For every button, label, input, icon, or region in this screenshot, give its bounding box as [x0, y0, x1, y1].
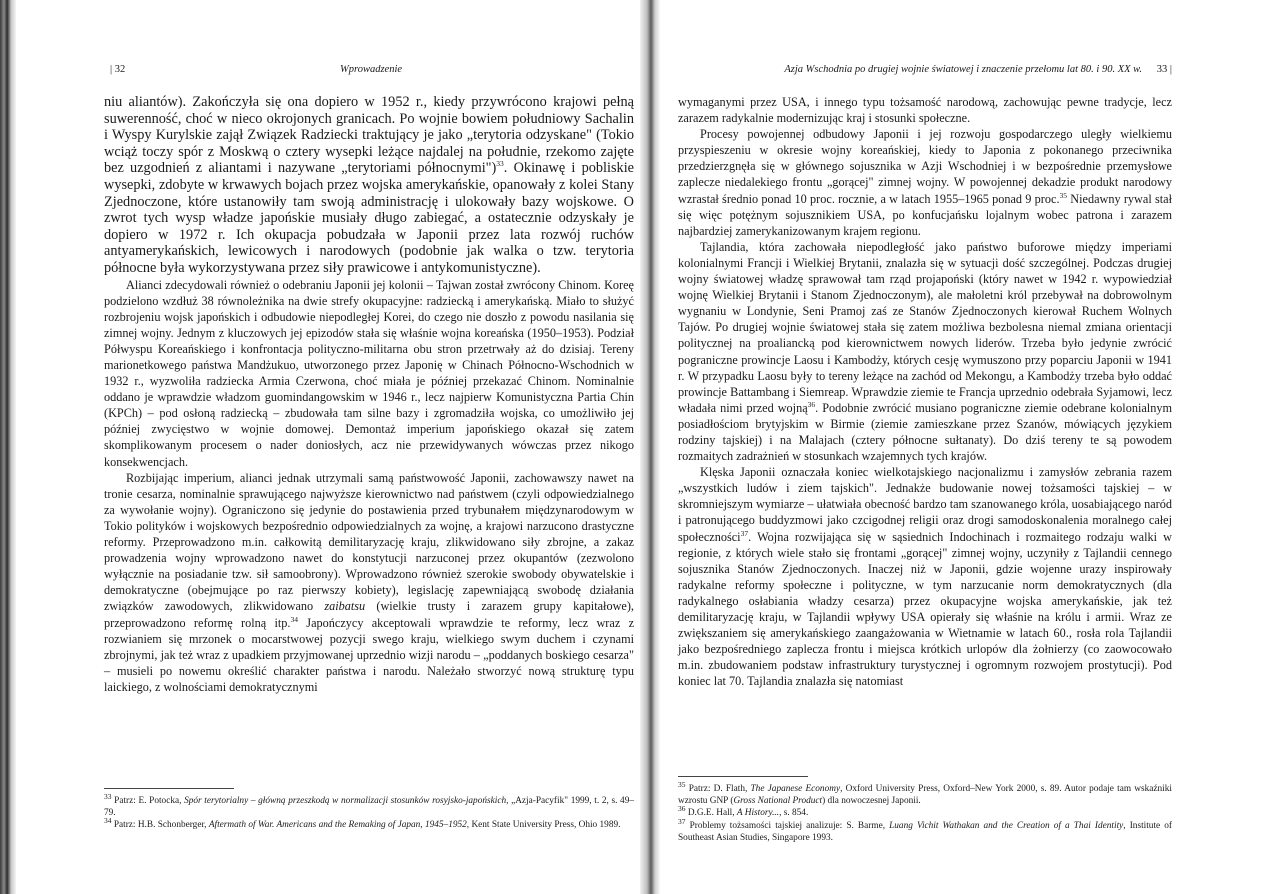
footnote: $^{34}$ Patrz: H.B. Schonberger, Aftermath of War. Americans and the Remaking of Japan, 1945–1952, Kent State University Press, Ohio 1989.: [104, 816, 621, 831]
footnote: $^{36}$ D.G.E. Hall, A History..., s. 854.: [678, 804, 809, 819]
paragraph: niu aliantów). Zakończyła się ona dopiero w 1952 r., kiedy przywrócono krajowi pełną suwerenność, choć w nieco okrojonych granicach. Po wojnie bowiem południowy Sachalin i Wyspy Kurylskie zajął Związek Radziecki traktujący je jako „terytoria odzyskane" (Tokio wciąż toczy spór z Moskwą o cztery wysepki leżące najdalej na południe, rzekomo zajęte bez uzgodnień z aliantami i nazywane „terytoriami północnymi")$^{33}$. Okinawę i pobliskie wysepki, zdobyte w krwawych bojach przez wojska amerykańskie, opanowały z kolei Stany Zjednoczone, które ustanowiły tam swoją administrację i ulokowały bazy wojskowe. O zwrot tych wysp władze japońskie musiały długo zabiegać, a ostatecznie odzyskały je dopiero w 1972 r. Ich okupacja pobudzała w Japonii przez lata rozwój ruchów antyamerykańskich, lewicowych i narodowych (podobnie jak walka o tzw. terytoria północne była wykorzystywana przez siły prawicowe i antykomunistyczne).: [104, 94, 635, 276]
book-gutter-shadow: [640, 0, 660, 894]
right-page: [678, 0, 1172, 894]
paragraph: Rozbijając imperium, alianci jednak utrzymali samą państwowość Japonii, zachowawszy nawet na tronie cesarza, nominalnie sprawującego najwyższe kierownictwo nad państwem (czyli odpowiedzialnego za wywołanie wojny). Ograniczono się jedynie do postawienia przed trybunałem międzynarodowym w Tokio polityków i wojskowych bezpośrednio odpowiedzialnych za wojnę, a krajowi narzucono drastyczne reformy. Przeprowadzono m.in. całkowitą demilitaryzację kraju, zlikwidowano siły zbrojne, a zakaz prowadzenia wojny wprowadzono nawet do konstytucji narzuconej przez okupantów (zezwolono wyłącznie na posiadanie tzw. sił samoobrony). Wprowadzono również szerokie swobody obywatelskie i demokratyczne (obejmujące po raz pierwszy kobiety), legislację zapewniającą swobodę działania związków zawodowych, zlikwidowano zaibatsu (wielkie trusty i zarazem grupy kapitałowe), przeprowadzono reformę rolną itp.$^{34}$ Japończycy akceptowali wprawdzie te reformy, lecz wraz z rozwianiem się mrzonek o mocarstwowej pozycji swego kraju, wielkiego swym duchem i czynami zbrojnymi, jak też wraz z upadkiem przyjmowanej uprzednio wizji narodu – „poddanych boskiego cesarza" – musieli po nowemu określić charakter państwa i narodu. Należało stworzyć nową strukturę typu laickiego, z wolnościami demokratycznymi: [104, 470, 635, 694]
running-head: Wprowadzenie: [340, 64, 403, 75]
page-number: 33 |: [1156, 64, 1172, 75]
paragraph: Klęska Japonii oznaczała koniec wielkotajskiego nacjonalizmu i zamysłów zebrania razem „wszystkich ludów i ziem tajskich". Jednakże budowanie nowej tożsamości tajskiej – w skromniejszym wymiarze – ułatwiała obecność bardzo tam szanowanego króla, uosabiającego naród i patronującego buddyzmowi jako czcigodnej religii oraz drogi samodoskonalenia moralnego całej społeczności$^{37}$. Wojna rozwijająca się w sąsiednich Indochinach i rozmaitego rodzaju walki w regionie, z których wiele stało się frontami „gorącej" zimnej wojny, uczyniły z Tajlandii cennego sojusznika Stanów Zjednoczonych. Inaczej niż w Japonii, gdzie wojenne urazy inspirowały radykalne reformy społeczne i polityczne, w tym narzucanie norm demokratycznych (dla radykalnego osłabiania władzy cesarza) przez okupacyjne wojska amerykańskie, jak też demilitaryzację kraju, w Tajlandii wpływy USA opierały się właśnie na królu i armii. Wraz ze zwiększaniem się amerykańskiego zaangażowania w Wietnamie w latach 60., rosła rola Tajlandii jako bezpośredniego zaplecza frontu i miejsca krótkich urlopów dla żołnierzy (co zaowocowało m.in. zbudowaniem podstaw infrastruktury turystycznej i ogromnym rozwojem prostytucji). Pod koniec lat 70. Tajlandia znalazła się natomiast: [678, 465, 1172, 689]
footnote-ref[interactable]: 37: [740, 528, 749, 538]
paragraph: Procesy powojennej odbudowy Japonii i jej rozwoju gospodarczego uległy wielkiemu przyspieszeniu w okresie wojny koreańskiej, kiedy to Japonia z pokonanego przeciwnika przedzierzgnęła się w głównego sojusznika w Azji Wschodniej i w bezpośrednie przemysłowe zaplecze niedalekiego frontu „gorącej" zimnej wojny. W powojennej dekadzie produkt narodowy wzrastał średnio ponad 10 proc. rocznie, a w latach 1955–1965 ponad 9 proc.$^{35}$ Niedawny rywal stał się więc potężnym sojusznikiem USA, po konfucjańsku lojalnym wobec patrona i zarazem najbardziej zamerykanizowanym krajem regionu.: [678, 127, 1173, 238]
left-page-header: [104, 64, 634, 80]
footnote-ref[interactable]: 34: [290, 614, 298, 624]
page-number: | 32: [110, 64, 126, 75]
right-page-header: [678, 64, 1172, 80]
footnote-ref[interactable]: 35: [1059, 190, 1068, 200]
paragraph: wymaganymi przez USA, i innego typu tożsamość narodową, zachowując pewne tradycje, lecz zarazem radykalnie modernizując kraj i stosunki społeczne.: [678, 95, 1172, 126]
paragraph: Alianci zdecydowali również o odebraniu Japonii jej kolonii – Tajwan został zwrócony Chinom. Koreę podzielono wzdłuż 38 równoleżnika na dwie strefy okupacyjne: radziecką i amerykańską. Miało to służyć rozbrojeniu wojsk japońskich i odbudowie niepodległej Korei, do czego nie doszło z powodu nasilania się zimnej wojny. Jednym z kluczowych jej epizodów stała się właśnie wojna koreańska (1950–1953). Podział Półwyspu Koreańskiego i konfrontacja polityczno-militarna obu stron przetrwały aż do dzisiaj. Tereny marionetkowego państwa Mandżukuo, utworzonego przez Japonię w Chinach Północno-Wschodnich w 1932 r., wyzwoliła radziecka Armia Czerwona, choć miała je później przekazać Chinom. Nominalnie oddano je wprawdzie władzom guomindangowskim w 1946 r., lecz najpierw Komunistyczna Partia Chin (KPCh) – pod osłoną radziecką – zbudowała tam silne bazy i zgromadziła wojska, co umożliwiło jej później zwycięstwo w wojnie domowej. Demontaż imperium japońskiego okazał się zatem skomplikowanym procesem o nader doniosłych, acz nie przewidywanych wówczas przez nikogo konsekwencjach.: [104, 277, 634, 469]
footnote-ref[interactable]: 33: [496, 159, 504, 169]
paragraph: Tajlandia, która zachowała niepodległość jako państwo buforowe między imperiami kolonialnymi Francji i Wielkiej Brytanii, znalazła się w sytuacji dość szczególnej. Podczas drugiej wojny światowej władzę sprawował tam rząd projapoński (który nawet w 1942 r. wypowiedział wojnę Wielkiej Brytanii i Stanom Zjednoczonym), ale małoletni król przebywał na dobrowolnym wygnaniu w Londynie, Seni Pramoj zaś ze Stanów Zjednoczonych kierował Ruchem Wolnych Tajów. Po drugiej wojnie światowej stała się zatem możliwa bezbolesna niemal zmiana orientacji politycznej na proaliancką pod kierownictwem nowych liderów. Trzeba było jedynie zwrócić pograniczne prowincje Laosu i Kambodży, których cesję wymuszono przy poparciu Japonii w 1941 r. W przypadku Laosu były to tereny leżące na zachód od Mekongu, a Kambodży trzeba było oddać prowincje Battambang i Siemreap. Wprawdzie ziemie te Francja uprzednio odebrała Syjamowi, lecz władała nimi przed wojną$^{36}$. Podobnie zwrócić musiano pograniczne ziemie odebrane kolonialnym posiadłościom brytyjskim w Birmie (ziemie zamieszkane przez Szanów, mówiących językiem rodziny tajskiej) i na Malajach (cztery północne sułtanaty). Do dziś tereny te są powodem rozmaitych zadrażnień w stosunkach wzajemnych tych krajów.: [678, 239, 1172, 464]
book-edge-shadow: [0, 0, 16, 894]
footnote-ref[interactable]: 36: [807, 399, 816, 409]
italic-term: zaibatsu: [324, 599, 366, 614]
footnote-divider: [104, 788, 234, 789]
footnote: $^{35}$ Patrz: D. Flath, The Japanese Economy, Oxford University Press, Oxford–New York 2000, s. 89. Autor podaje tam wskaźniki wzrostu GNP (Gross National Product) dla nowoczesnej Japonii.: [678, 779, 1172, 806]
footnote: $^{37}$ Problemy tożsamości tajskiej analizuje: S. Barme, Luang Vichit Wathakan and the Creation of a Thai Identity, Institute of Southeast Asian Studies, Singapore 1993.: [678, 817, 1172, 843]
footnotes: [678, 779, 1172, 846]
footnotes: [104, 791, 634, 833]
left-page: [104, 0, 634, 894]
footnote: $^{33}$ Patrz: E. Potocka, Spór terytorialny – główną przeszkodą w normalizacji stosunków rosyjsko-japońskich, „Azja-Pacyfik" 1999, t. 2, s. 49–79.: [104, 791, 634, 818]
footnote-divider: [678, 776, 808, 777]
right-page-body: [678, 94, 1172, 689]
left-page-body: [104, 94, 634, 695]
running-head: Azja Wschodnia po drugiej wojnie światowej i znaczenie przełomu lat 80. i 90. XX w.: [784, 64, 1142, 75]
